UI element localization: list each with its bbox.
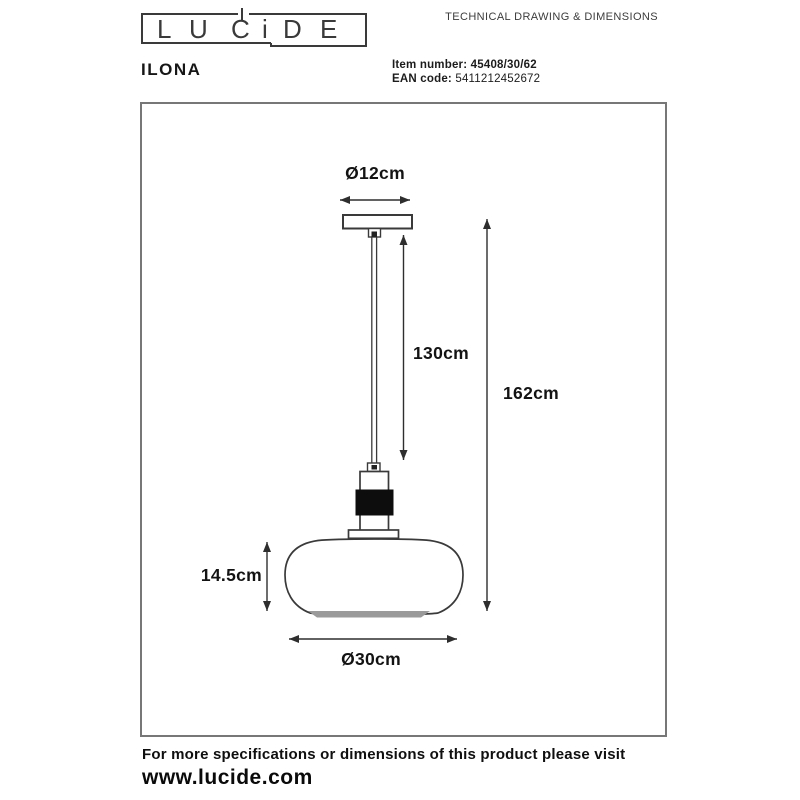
footer-note: For more specifications or dimensions of this product please visit bbox=[142, 746, 626, 763]
cord-connector-core bbox=[372, 465, 378, 470]
ean-row bbox=[392, 73, 540, 87]
dim-label-cord-length: 130cm bbox=[413, 343, 469, 363]
logo-letter-u: U bbox=[189, 14, 208, 44]
shade-flange bbox=[349, 530, 399, 538]
dim-label-shade-diameter: Ø30cm bbox=[341, 649, 401, 669]
item-number-label: Item number: bbox=[392, 59, 468, 71]
ceiling-canopy bbox=[343, 215, 412, 229]
pendant-fixture bbox=[285, 215, 463, 618]
dim-label-total-height: 162cm bbox=[503, 383, 559, 403]
dim-label-canopy-diameter: Ø12cm bbox=[345, 163, 405, 183]
logo-letter-e: E bbox=[320, 14, 338, 44]
dim-label-shade-height: 14.5cm bbox=[200, 565, 262, 585]
item-number-value: 45408/30/62 bbox=[470, 59, 537, 71]
website-link[interactable]: www.lucide.com bbox=[142, 766, 313, 789]
footer bbox=[142, 746, 625, 790]
logo-letter-d: D bbox=[283, 14, 302, 44]
shade-bottom-rim bbox=[308, 611, 430, 618]
cord-grip-core bbox=[372, 232, 378, 238]
item-number-row bbox=[392, 59, 540, 73]
ean-label: EAN code: bbox=[392, 72, 452, 85]
logo-letter-l: L bbox=[157, 14, 172, 44]
logo-letter-i: i bbox=[262, 14, 268, 44]
item-info bbox=[392, 59, 540, 86]
glass-shade bbox=[285, 539, 463, 615]
document-title: TECHNICAL DRAWING & DIMENSIONS bbox=[445, 11, 658, 23]
ean-value: 5411212452672 bbox=[455, 72, 541, 85]
technical-drawing bbox=[140, 102, 667, 737]
product-name: ILONA bbox=[141, 60, 202, 79]
socket-band bbox=[356, 490, 393, 515]
lucide-logo bbox=[141, 6, 367, 50]
logo-letter-c: C bbox=[231, 14, 250, 44]
